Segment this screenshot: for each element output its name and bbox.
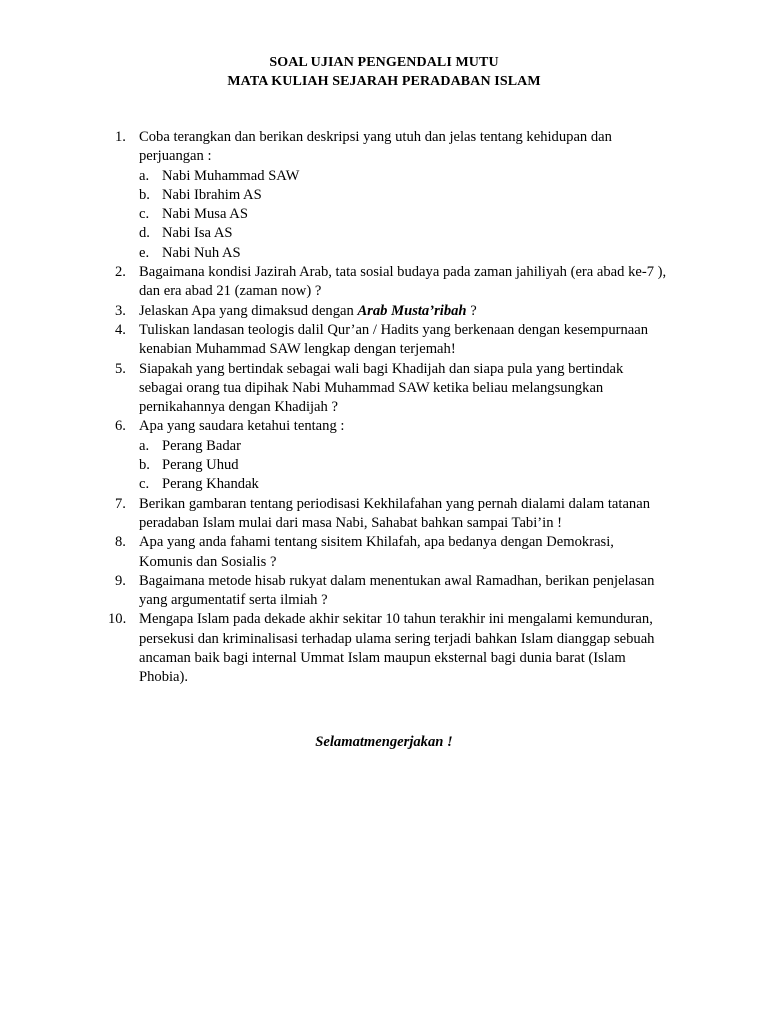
sub-question-text: Nabi Muhammad SAW (162, 167, 300, 184)
question-emphasis-term: Arab Musta’ribah (357, 302, 467, 319)
question-item (0, 610, 768, 687)
question-text: Tuliskan landasan teologis dalil Qur’an / Hadits yang berkenaan dengan kesempurnaan kenabian Muhammad SAW lengkap dengan terjemah! (139, 321, 649, 358)
sub-question-list (139, 167, 668, 263)
question-number: 2. (115, 264, 126, 281)
sub-question-list (139, 437, 668, 495)
question-text: Apa yang saudara ketahui tentang : (139, 418, 345, 435)
question-item (0, 263, 768, 302)
question-text: Bagaimana metode hisab rukyat dalam menentukan awal Ramadhan, berikan penjelasan yang argumentatif serta ilmiah ? (139, 572, 655, 609)
sub-question-letter: b. (139, 457, 150, 474)
question-number: 7. (115, 495, 126, 512)
sub-question-letter: a. (139, 167, 150, 184)
sub-question-letter: a. (139, 437, 150, 454)
sub-question-text: Perang Uhud (162, 457, 239, 474)
sub-question-text: Perang Badar (162, 437, 242, 454)
sub-question-letter: c. (139, 476, 150, 493)
question-number: 9. (115, 572, 126, 589)
question-text (139, 302, 668, 321)
header-title-line-2: MATA KULIAH SEJARAH PERADABAN ISLAM (227, 74, 541, 89)
sub-question-text: Nabi Isa AS (162, 225, 233, 242)
sub-question-item (139, 205, 668, 224)
sub-question-item (139, 475, 668, 494)
question-text: Mengapa Islam pada dekade akhir sekitar 10 tahun terakhir ini mengalami kemunduran, persekusi dan kriminalisasi terhadap ulama sering terjadi bahkan Islam dianggap sebuah ancaman baik bagi internal Ummat Islam maupun eksternal bagi dunia barat (Islam Phobia). (139, 611, 655, 686)
sub-question-letter: c. (139, 206, 150, 223)
question-number: 6. (115, 418, 126, 435)
question-text-after: ? (466, 302, 477, 319)
question-item (0, 302, 768, 321)
question-text-before: Jelaskan Apa yang dimaksud dengan (139, 302, 358, 319)
sub-question-text: Nabi Ibrahim AS (162, 186, 262, 203)
sub-question-item (139, 167, 668, 186)
sub-question-text: Nabi Musa AS (162, 206, 248, 223)
question-number: 1. (115, 129, 126, 145)
sub-question-letter: b. (139, 186, 150, 203)
sub-question-item (139, 244, 668, 263)
closing-message: Selamatmengerjakan ! (315, 734, 453, 750)
question-number: 5. (115, 360, 126, 377)
question-list (0, 128, 768, 688)
sub-question-item (139, 186, 668, 205)
sub-question-letter: e. (139, 244, 150, 261)
sub-question-item (139, 437, 668, 456)
question-item (0, 360, 768, 418)
question-item (0, 417, 768, 494)
question-item (0, 321, 768, 360)
sub-question-item (139, 224, 668, 243)
question-item (0, 572, 768, 611)
question-item (0, 533, 768, 572)
question-text: Berikan gambaran tentang periodisasi Kekhilafahan yang pernah dialami dalam tatanan peradaban Islam mulai dari masa Nabi, Sahabat bahkan sampai Tabi’in ! (139, 495, 650, 531)
question-item (0, 495, 768, 534)
question-number: 8. (115, 534, 126, 551)
question-number: 3. (115, 302, 126, 319)
question-number: 4. (115, 321, 126, 338)
sub-question-text: Perang Khandak (162, 476, 259, 493)
question-number: 10. (108, 611, 127, 628)
question-text: Coba terangkan dan berikan deskripsi yang utuh dan jelas tentang kehidupan dan perjuangan : (139, 129, 612, 165)
question-item (0, 128, 768, 263)
question-text: Apa yang anda fahami tentang sisitem Khilafah, apa bedanya dengan Demokrasi, Komunis dan Sosialis ? (139, 534, 614, 570)
header-title-line-1: SOAL UJIAN PENGENDALI MUTU (269, 55, 499, 70)
sub-question-text: Nabi Nuh AS (162, 244, 241, 261)
sub-question-item (139, 456, 668, 475)
question-text: Siapakah yang bertindak sebagai wali bagi Khadijah dan siapa pula yang bertindak sebagai orang tua dipihak Nabi Muhammad SAW ketika beliau melangsungkan pernikahannya dengan Khadijah ? (139, 360, 624, 416)
document-header (0, 53, 768, 91)
question-text: Bagaimana kondisi Jazirah Arab, tata sosial budaya pada zaman jahiliyah (era abad ke-7 ), dan era abad 21 (zaman now) ? (139, 264, 667, 300)
sub-question-letter: d. (139, 225, 150, 242)
